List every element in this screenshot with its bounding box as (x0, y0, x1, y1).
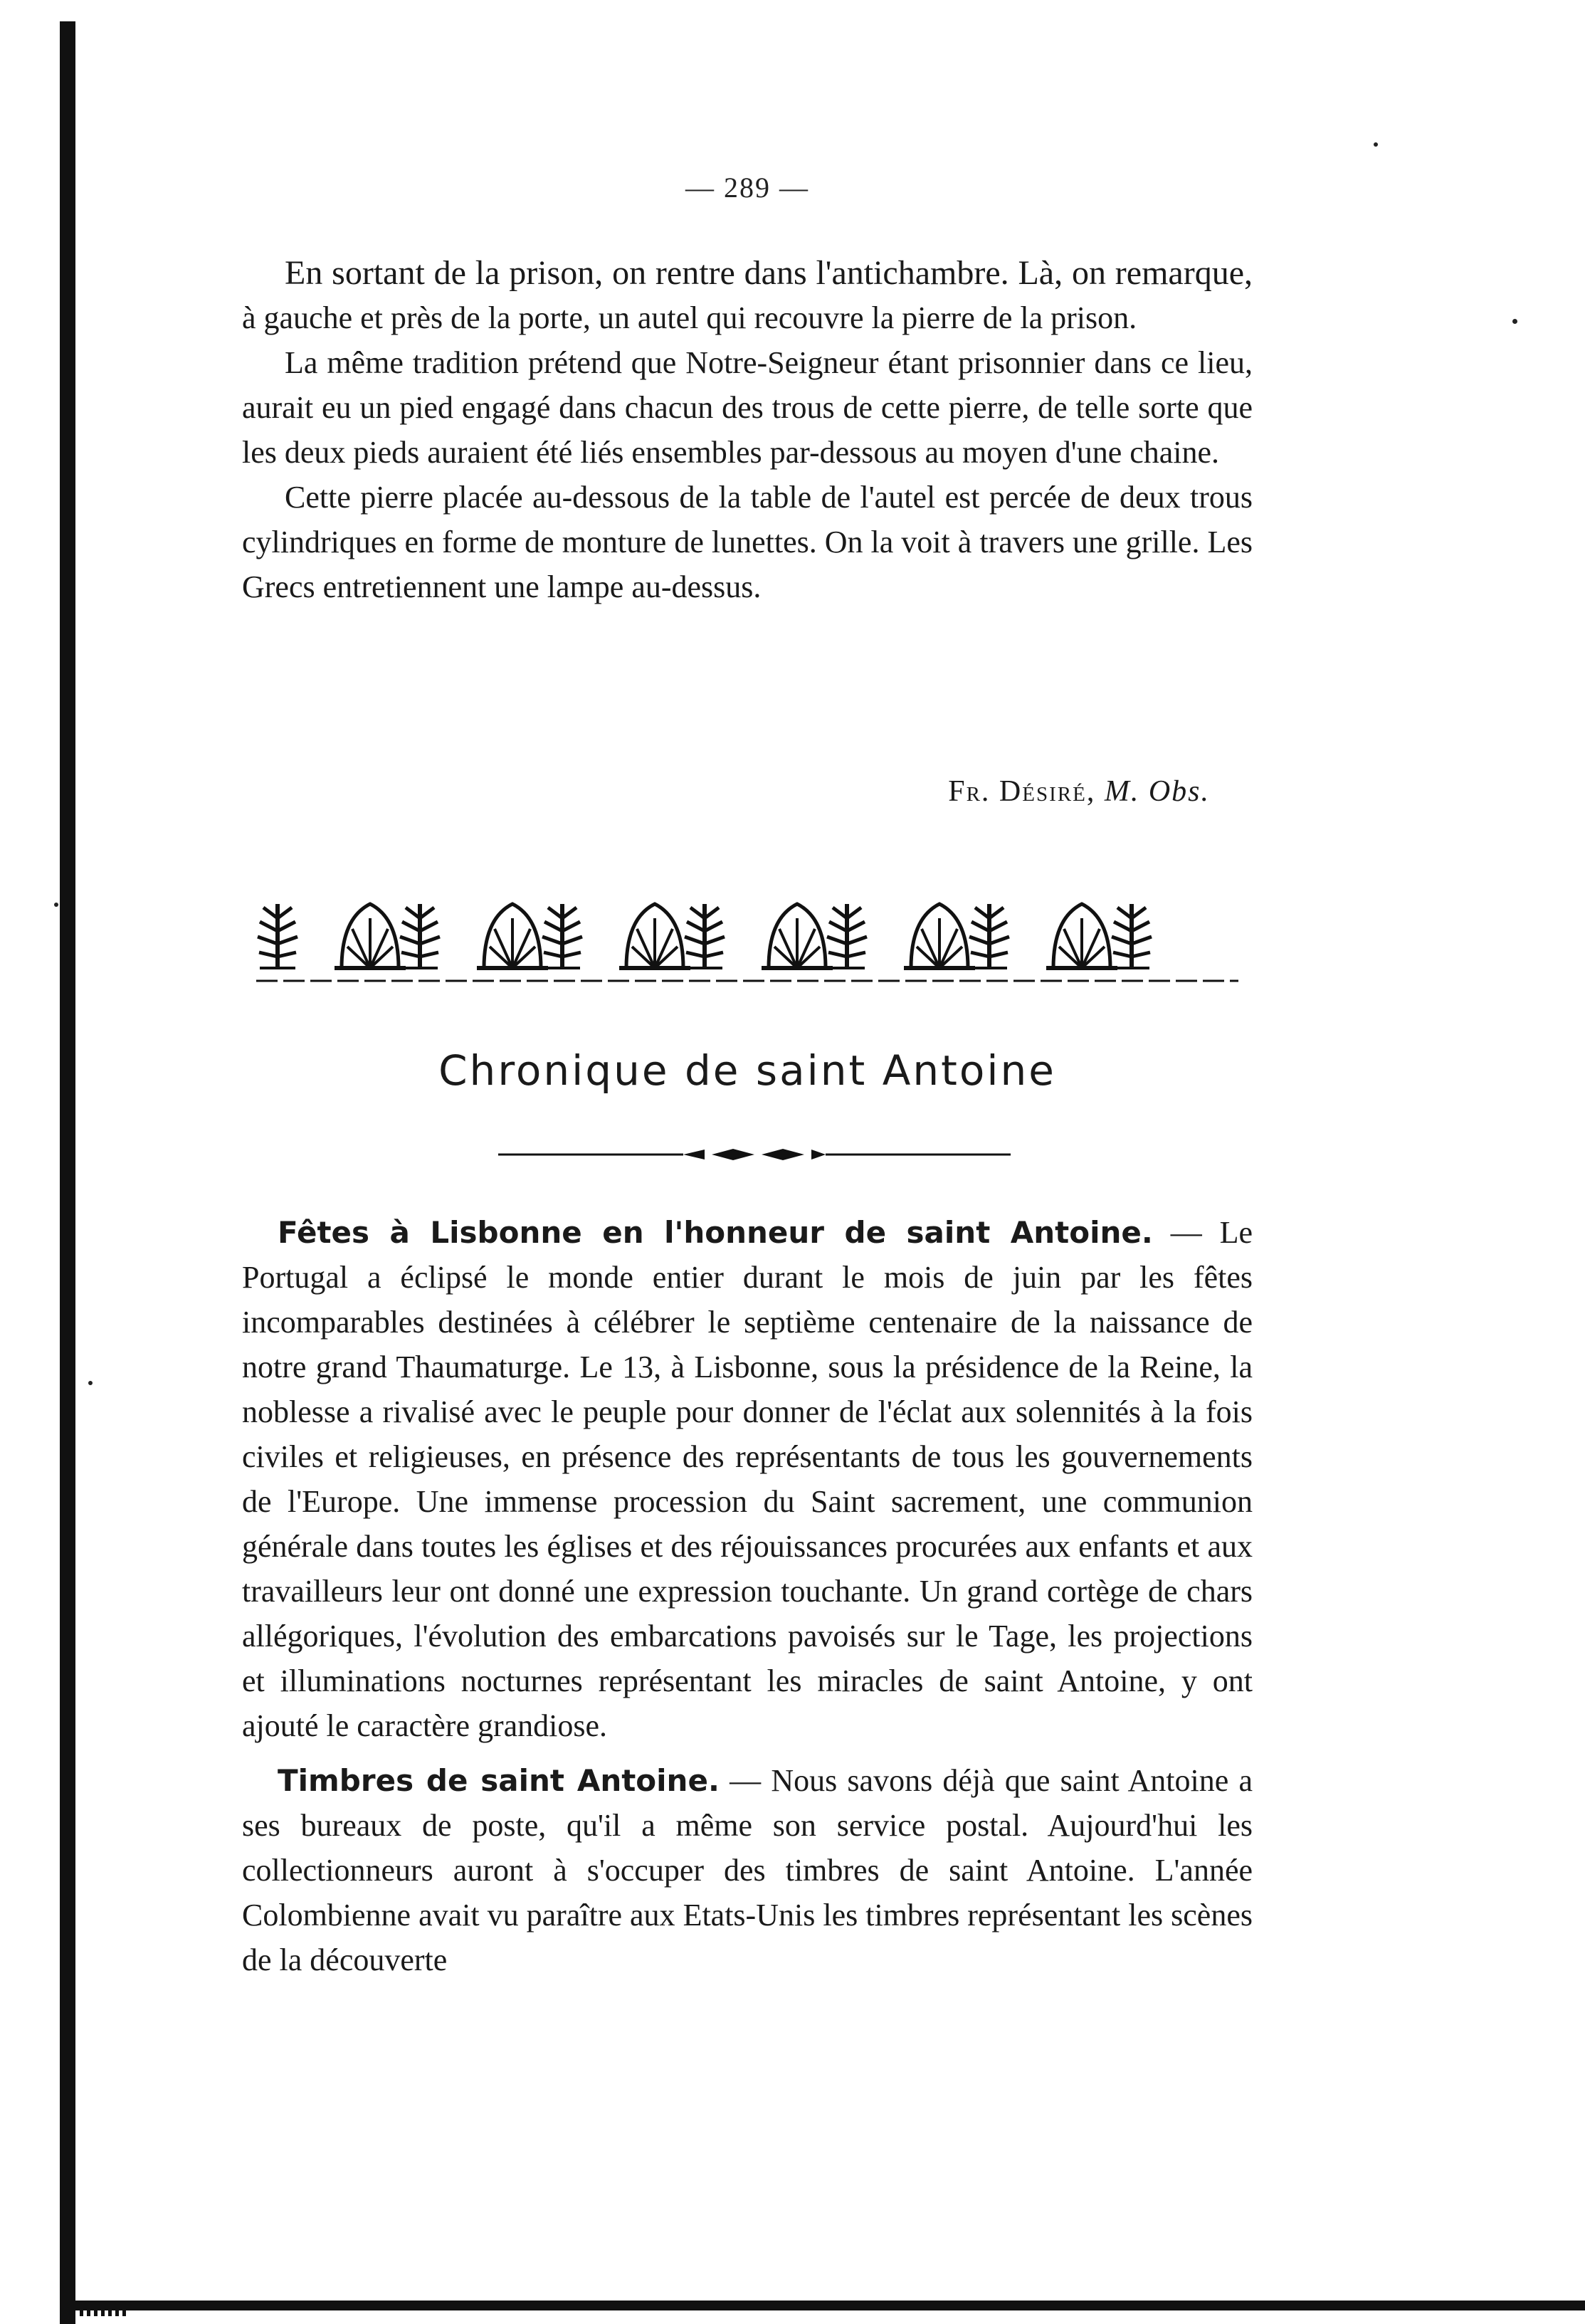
author-order: M. Obs. (1104, 775, 1210, 808)
article-heading: Timbres de saint Antoine. (278, 1763, 720, 1798)
scan-speck (54, 903, 58, 907)
paragraph: En sortant de la prison, on rentre dans l'antichambre. Là, on remarque, à gauche et près de la porte, un autel qui recouvre la pierre de la prison. (242, 254, 1253, 335)
author-signature (242, 774, 1210, 809)
page-bottom-border (60, 2301, 1585, 2310)
article-body: — Nous savons déjà que saint Antoine a ses bureaux de poste, qu'il a même son service postal. Aujourd'hui les collectionneurs auront à s'occuper des timbres de saint Antoine. L'année Colombienne avait vu paraître aux Etats-Unis les timbres représentant les scènes de la découverte (242, 1763, 1253, 1977)
scan-speck (1374, 142, 1378, 147)
page-left-border (60, 21, 75, 2324)
scan-speck (1512, 319, 1517, 324)
page-number: — 289 — (685, 172, 809, 204)
decorative-ornament-band (242, 890, 1253, 989)
prison-description (242, 251, 1253, 609)
article-body: — Le Portugal a éclipsé le monde entier durant le mois de juin par les fêtes incomparables destinées à célébrer le septième centenaire de la naissance de notre grand Thaumaturge. Le 13, à Lisbonne, sous la présidence de la Reine, la noblesse a rivalisé avec le peuple pour donner de l'éclat aux solennités à la fois civiles et religieuses, en présence des représentants de tous les gouvernements de l'Europe. Une immense procession du Saint sacrement, une communion générale dans toutes les églises et des réjouissances procurées aux enfants et aux travailleurs leur ont donné une expression touchante. Un grand cortège de chars allégoriques, l'évolution des embarcations pavoisés sur le Tage, les projections et illuminations nocturnes représentant les miracles de saint Antoine, y ont ajouté le caractère grandiose. (242, 1215, 1253, 1743)
paragraph: Cette pierre placée au-dessous de la table de l'autel est percée de deux trous cylindriques en forme de monture de lunettes. On la voit à travers une grille. Les Grecs entretiennent une lampe au-dessus. (242, 480, 1253, 604)
article-festivities (242, 1210, 1253, 1748)
page-bottom-border-marks (80, 2309, 130, 2316)
article-heading: Fêtes à Lisbonne en l'honneur de saint Antoine. (278, 1215, 1153, 1250)
paragraph: La même tradition prétend que Notre-Seigneur étant prisonnier dans ce lieu, aurait eu un pied engagé dans chacun des trous de cette pierre, de telle sorte que les deux pieds auraient été liés ensembles par-dessous au moyen d'une chaine. (242, 345, 1253, 470)
title-underline-ornament (498, 1147, 1011, 1162)
chronicle-articles (242, 1210, 1253, 1982)
author-name: Fr. Désiré, (948, 775, 1096, 808)
scan-speck (88, 1381, 93, 1385)
section-title: Chronique de saint Antoine (438, 1046, 1056, 1095)
article-stamps (242, 1758, 1253, 1982)
